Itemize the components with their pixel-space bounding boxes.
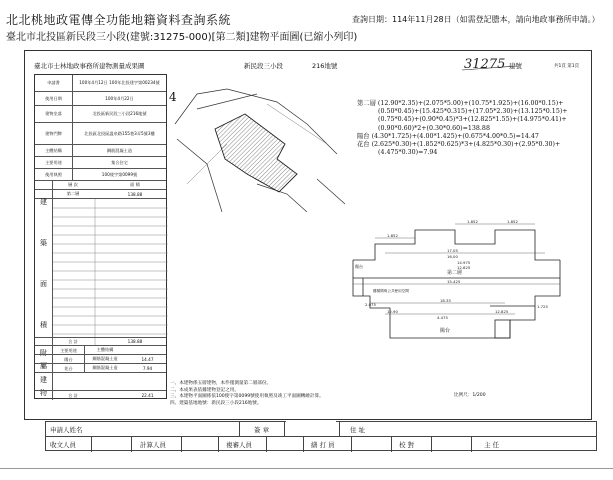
dim-label: 14.975 — [457, 260, 471, 265]
dim-label: 1.852 — [507, 219, 518, 224]
scale-text: 比例尺：1/200 — [454, 393, 486, 398]
system-title: 北北桃地政電傳全功能地籍資料查詢系統 — [6, 13, 232, 27]
dim-label: 15.425 — [447, 279, 461, 284]
query-date: 查詢日期：114年11月28日（如需登記謄本，請向地政事務所申請。） — [352, 15, 600, 24]
location-sketch — [167, 84, 345, 212]
area-floor-row: 第二層 138.88 — [35, 190, 166, 199]
dim-label: 12.825 — [457, 265, 471, 270]
info-row-location: 建物坐落 北投區新民段三小段216地號 — [35, 106, 166, 123]
dim-label: 12.825 — [495, 309, 509, 314]
dim-label: 12.90 — [387, 309, 398, 314]
handwritten-building-number — [462, 53, 522, 73]
signature-row-applicant: 申請人姓名 簽 章 住 址 — [46, 422, 596, 437]
page-indicator: 共1頁 第1頁 — [554, 64, 580, 69]
location-mark: 4 — [169, 90, 177, 104]
area-blank-rows — [35, 199, 166, 345]
dim-label: 1.725 — [537, 304, 548, 309]
survey-notes: 一、本建物係五層建物，本件僅測量第二層部份。 二、本成果表依據建物登記之用。 三、本建物平面圖係依100使字第0099號使用執照及竣工平面圖轉繪計算。 四、建築基地地號：新民段三小段216地號。 — [170, 381, 324, 406]
attached-row-balcony: 陽台 鋼筋混凝土造 14.47 — [35, 355, 166, 364]
balcony-label-2: 陽台 — [355, 264, 363, 269]
land-number: 216地號 — [312, 62, 338, 70]
page-bottom-rule — [0, 468, 613, 469]
building-label: 建號 — [509, 62, 522, 70]
dim-label: 2.075 — [365, 302, 376, 307]
info-row-permit: 使用執照 100使字第0099號 — [35, 169, 166, 181]
info-row-application: 申請書 100年4月12日 100年北投建字第00234號 — [35, 75, 166, 92]
dim-label: 16.00 — [447, 254, 458, 259]
dim-label: 4.475 — [437, 315, 448, 320]
redaction-box — [286, 421, 336, 436]
office-title: 臺北市士林地政事務所建物測量成果圖 — [34, 62, 145, 70]
area-header-row: 層 次 面 積 — [35, 181, 166, 190]
stair-annotation: 樓梯間與公共使用空間 — [373, 289, 409, 293]
floor-plan — [345, 208, 575, 348]
balcony-label: 陽台 — [440, 328, 451, 334]
attached-header-row: 主要用途 主體結構 — [35, 346, 166, 355]
building-area-side-label: 建 築 面 積 — [35, 181, 53, 345]
info-row-structure: 主體結構 鋼筋混凝土造 — [35, 145, 166, 157]
info-row-date: 使用日期 100年4月22日 — [35, 92, 166, 106]
attached-total-row: 合 計 22.41 — [68, 392, 154, 398]
handwritten-number-text: 31275 — [464, 57, 506, 72]
floor-label: 第二層 — [447, 270, 463, 276]
dim-label: 17.05 — [447, 248, 458, 253]
building-info-table — [34, 74, 167, 399]
info-row-address: 建物門牌 北投區北投區溫泉路155巷3弄5號3樓 — [35, 123, 166, 145]
attached-blank-row — [35, 373, 166, 391]
record-title: 臺北市北投區新民段三小段(建號:31275-000)[第二類]建物平面圖(已縮小列印) — [6, 32, 358, 43]
attached-row-planter: 花台 鋼筋混凝土造 7.94 — [35, 364, 166, 373]
area-calculation: 第二層 (12.90*2.35)+(2.075*5.00)+(10.75*1.925)+(16.00*0.15)+ (0.50*0.45)+(15.425*0.315)+(17.05*2.30)+(13.125*0.15)+ (0.75*0.45)+(0.90*0.45)*3+(12.825*1.55)+(14.975*0.41)+ (0.90*0.60)*2+(0.30*0.60)=138.88 陽台 (4.30*1.725)+(4.00*1.425)+(0.675*4.00*0.5)=14.47 花台 (2.625*0.30)+(1.852*0.625)*3+(4.825*0.30)+(2.95*0.30)+ (4.475*0.30)=7.94 — [357, 100, 568, 157]
dim-label: 1.852 — [467, 219, 478, 224]
dim-label: 18.35 — [440, 298, 451, 303]
area-total-row: 合 計 138.88 — [35, 337, 166, 346]
dim-label: 1.852 — [387, 233, 398, 238]
section-name: 新民段三小段 — [244, 62, 283, 70]
building-footprint — [215, 114, 297, 192]
attached-building-side-label: 附 屬 建 物 — [35, 346, 53, 400]
signature-row-staff: 收文人員 計算人員 複審人員 繕 打 員 校 對 主 任 — [46, 437, 596, 452]
info-row-usage: 主要用途 集合住宅 — [35, 157, 166, 169]
area-grid-lines — [35, 199, 168, 345]
